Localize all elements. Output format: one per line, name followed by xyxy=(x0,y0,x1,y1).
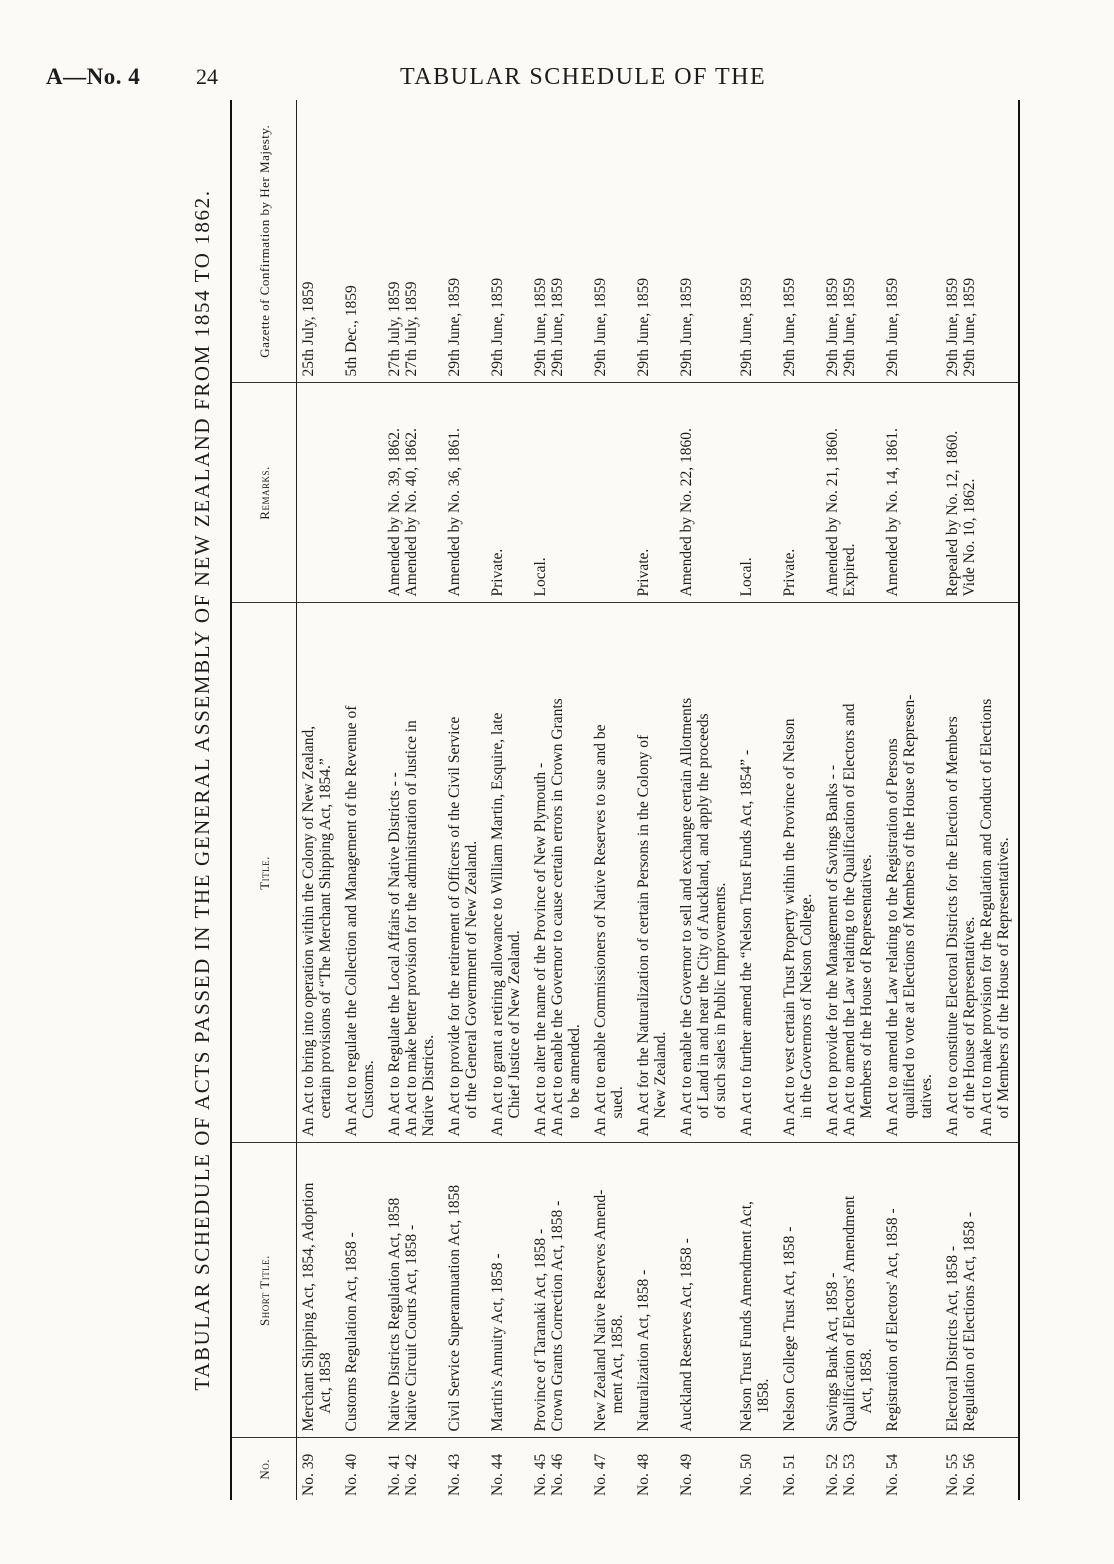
cell-line: Repealed by No. 12, 1860. xyxy=(944,430,961,597)
cell-line: An Act to amend the Law relating to the Qualification of Electors and xyxy=(841,703,858,1137)
cell-gazette xyxy=(297,100,341,383)
table-row xyxy=(675,100,735,1500)
cell-line: 29th June, 1859 xyxy=(678,277,695,377)
cell-line: Local. xyxy=(532,557,549,597)
cell-line: An Act to make better provision for the administration of Justice in xyxy=(403,720,420,1137)
cell-line: Crown Grants Correction Act, 1858 - xyxy=(549,1200,566,1432)
cell-line: Act, 1858 xyxy=(317,1352,334,1414)
cell-line: Local. xyxy=(738,557,755,597)
cell-line: Amended by No. 39, 1862. xyxy=(386,428,403,597)
table-row xyxy=(297,100,341,1500)
table-row xyxy=(735,100,778,1500)
cell-no xyxy=(632,1438,675,1500)
cell-line: Chief Justice of New Zealand. xyxy=(506,930,523,1119)
cell-line: Electoral Districts Act, 1858 - xyxy=(944,1245,961,1432)
cell-line: Amended by No. 22, 1860. xyxy=(678,428,695,597)
schedule-title: TABULAR SCHEDULE OF ACTS PASSED IN THE GENERAL ASSEMBLY OF NEW ZEALAND FROM 1854 TO 1862. xyxy=(190,189,214,1391)
series-number: A—No. 4 xyxy=(46,64,141,89)
cell-line: An Act to regulate the Collection and Management of the Revenue of xyxy=(343,705,360,1137)
cell-line: 29th June, 1859 xyxy=(592,277,609,377)
rotated-schedule xyxy=(190,100,1012,1500)
col-header-no: No. xyxy=(231,1438,297,1500)
cell-line: of Land in and near the City of Auckland, and apply the proceeds xyxy=(695,713,712,1119)
col-header-short-title: Short Title. xyxy=(231,1143,297,1438)
cell-line: Private. xyxy=(489,548,506,597)
cell-line: Merchant Shipping Act, 1854, Adoption xyxy=(300,1182,317,1432)
cell-no xyxy=(383,1438,443,1500)
cell-line: Native Districts Regulation Act, 1858 xyxy=(386,1197,403,1432)
cell-line: Regulation of Elections Act, 1858 - xyxy=(961,1211,978,1432)
table-row xyxy=(443,100,486,1500)
cell-line: Martin's Annuity Act, 1858 - xyxy=(489,1253,506,1432)
cell-gazette xyxy=(589,100,632,383)
cell-line: of Members of the House of Representatives. xyxy=(995,837,1012,1119)
cell-title xyxy=(632,603,675,1143)
cell-no xyxy=(443,1438,486,1500)
cell-gazette xyxy=(675,100,735,383)
cell-remarks xyxy=(340,383,383,603)
cell-no xyxy=(675,1438,735,1500)
cell-line: No. 50 xyxy=(738,1453,755,1496)
cell-short-title xyxy=(675,1143,735,1438)
table-header-row xyxy=(231,100,297,1500)
cell-gazette xyxy=(941,100,1019,383)
cell-line: tatives. xyxy=(918,1074,935,1119)
table-row xyxy=(340,100,383,1500)
cell-remarks xyxy=(778,383,821,603)
cell-gazette xyxy=(821,100,881,383)
cell-line: Customs Regulation Act, 1858 - xyxy=(343,1232,360,1432)
cell-line: An Act to enable the Governor to sell and exchange certain Allotments xyxy=(678,697,695,1137)
cell-line: An Act to amend the Law relating to the Registration of Persons xyxy=(884,738,901,1137)
table-row xyxy=(941,100,1019,1500)
cell-line: Qualification of Electors' Amendment xyxy=(841,1195,858,1432)
cell-line: An Act to make provision for the Regulation and Conduct of Elections xyxy=(978,698,995,1137)
cell-remarks xyxy=(735,383,778,603)
cell-line: An Act to bring into operation within the Colony of New Zealand, xyxy=(300,725,317,1137)
cell-line: Expired. xyxy=(841,543,858,597)
cell-line: Nelson College Trust Act, 1858 - xyxy=(781,1226,798,1432)
cell-title xyxy=(735,603,778,1143)
cell-no xyxy=(778,1438,821,1500)
cell-gazette xyxy=(632,100,675,383)
cell-line: No. 40 xyxy=(343,1453,360,1496)
cell-line: Nelson Trust Funds Amendment Act, xyxy=(738,1201,755,1432)
cell-remarks xyxy=(821,383,881,603)
cell-line: An Act to further amend the “Nelson Trust Funds Act, 1854” - xyxy=(738,749,755,1137)
cell-line: Province of Taranaki Act, 1858 - xyxy=(532,1228,549,1432)
cell-no xyxy=(340,1438,383,1500)
cell-no xyxy=(297,1438,341,1500)
running-title: TABULAR SCHEDULE OF THE xyxy=(400,64,767,90)
cell-remarks xyxy=(486,383,529,603)
cell-line: Customs. xyxy=(360,1060,377,1119)
cell-line: 5th Dec., 1859 xyxy=(343,285,360,377)
cell-line: Registration of Electors' Act, 1858 - xyxy=(884,1208,901,1432)
cell-line: An Act to enable the Governor to cause certain errors in Crown Grants xyxy=(549,698,566,1137)
cell-gazette xyxy=(340,100,383,383)
cell-title xyxy=(297,603,341,1143)
cell-title xyxy=(486,603,529,1143)
cell-line: Amended by No. 40, 1862. xyxy=(403,428,420,597)
table-row xyxy=(486,100,529,1500)
cell-line: in the Governors of Nelson College. xyxy=(798,893,815,1119)
cell-remarks xyxy=(383,383,443,603)
cell-line: No. 45 xyxy=(532,1453,549,1496)
cell-line: No. 54 xyxy=(884,1453,901,1496)
cell-line: No. 51 xyxy=(781,1453,798,1496)
cell-line: An Act to enable Commissioners of Native Reserves to sue and be xyxy=(592,724,609,1137)
cell-line: 29th June, 1859 xyxy=(549,277,566,377)
cell-short-title xyxy=(443,1143,486,1438)
cell-line: An Act for the Naturalization of certain Persons in the Colony of xyxy=(635,734,652,1137)
cell-short-title xyxy=(383,1143,443,1438)
cell-line: No. 55 xyxy=(944,1453,961,1496)
cell-line: 29th June, 1859 xyxy=(781,277,798,377)
cell-short-title xyxy=(589,1143,632,1438)
cell-line: Amended by No. 14, 1861. xyxy=(884,428,901,597)
cell-line: No. 43 xyxy=(446,1453,463,1496)
table-row xyxy=(821,100,881,1500)
cell-line: Naturalization Act, 1858 - xyxy=(635,1269,652,1432)
cell-line: No. 39 xyxy=(300,1453,317,1496)
cell-short-title xyxy=(881,1143,941,1438)
cell-line: No. 48 xyxy=(635,1453,652,1496)
cell-line: 29th June, 1859 xyxy=(532,277,549,377)
table-row xyxy=(632,100,675,1500)
table-body xyxy=(297,100,1020,1500)
cell-line: No. 53 xyxy=(841,1453,858,1496)
cell-line: Amended by No. 21, 1860. xyxy=(824,428,841,597)
cell-line: 29th June, 1859 xyxy=(738,277,755,377)
cell-title xyxy=(821,603,881,1143)
table-row xyxy=(589,100,632,1500)
cell-line: An Act to provide for the Management of Savings Banks - - xyxy=(824,765,841,1137)
cell-title xyxy=(778,603,821,1143)
col-header-remarks: Remarks. xyxy=(231,383,297,603)
cell-no xyxy=(821,1438,881,1500)
cell-line: certain provisions of “The Merchant Shipping Act, 1854.” xyxy=(317,758,334,1119)
cell-line: No. 52 xyxy=(824,1453,841,1496)
cell-line: 29th June, 1859 xyxy=(635,277,652,377)
cell-line: of the General Government of New Zealand. xyxy=(463,840,480,1119)
cell-remarks xyxy=(529,383,589,603)
cell-line: 29th June, 1859 xyxy=(446,277,463,377)
cell-line: 1858. xyxy=(755,1378,772,1414)
cell-no xyxy=(881,1438,941,1500)
cell-line: No. 47 xyxy=(592,1453,609,1496)
cell-title xyxy=(675,603,735,1143)
cell-remarks xyxy=(941,383,1019,603)
cell-short-title xyxy=(735,1143,778,1438)
cell-line: Members of the House of Representatives. xyxy=(858,854,875,1119)
cell-line: Auckland Reserves Act, 1858 - xyxy=(678,1238,695,1432)
cell-line: 29th June, 1859 xyxy=(841,277,858,377)
cell-short-title xyxy=(941,1143,1019,1438)
cell-short-title xyxy=(821,1143,881,1438)
cell-line: Private. xyxy=(781,548,798,597)
cell-line: New Zealand. xyxy=(652,1031,669,1119)
cell-line: of such sales in Public Improvements. xyxy=(712,882,729,1119)
cell-no xyxy=(941,1438,1019,1500)
cell-gazette xyxy=(443,100,486,383)
cell-line: No. 49 xyxy=(678,1453,695,1496)
table-row xyxy=(778,100,821,1500)
cell-line: of the House of Representatives. xyxy=(961,916,978,1119)
cell-line: An Act to alter the name of the Province of New Plymouth - xyxy=(532,762,549,1137)
cell-remarks xyxy=(675,383,735,603)
cell-line: Civil Service Superannuation Act, 1858 xyxy=(446,1184,463,1432)
cell-line: An Act to vest certain Trust Property within the Province of Nelson xyxy=(781,718,798,1137)
cell-short-title xyxy=(778,1143,821,1438)
cell-remarks xyxy=(443,383,486,603)
cell-line: 27th July, 1859 xyxy=(403,281,420,377)
cell-no xyxy=(529,1438,589,1500)
cell-remarks xyxy=(297,383,341,603)
cell-line: No. 41 xyxy=(386,1453,403,1496)
cell-line: 29th June, 1859 xyxy=(944,277,961,377)
cell-short-title xyxy=(632,1143,675,1438)
table-row xyxy=(881,100,941,1500)
cell-line: 29th June, 1859 xyxy=(824,277,841,377)
cell-short-title xyxy=(486,1143,529,1438)
cell-gazette xyxy=(383,100,443,383)
cell-line: qualified to vote at Elections of Members of the House of Represen- xyxy=(901,694,918,1119)
cell-line: New Zealand Native Reserves Amend- xyxy=(592,1189,609,1432)
cell-title xyxy=(383,603,443,1143)
cell-line: Act, 1858. xyxy=(858,1348,875,1414)
cell-line: No. 46 xyxy=(549,1453,566,1496)
page-number: 24 xyxy=(196,64,218,89)
cell-line: No. 42 xyxy=(403,1453,420,1496)
table-row xyxy=(529,100,589,1500)
cell-title xyxy=(340,603,383,1143)
cell-gazette xyxy=(735,100,778,383)
cell-line: An Act to provide for the retirement of Officers of the Civil Service xyxy=(446,716,463,1137)
cell-gazette xyxy=(529,100,589,383)
cell-title xyxy=(941,603,1019,1143)
acts-table xyxy=(230,100,1020,1500)
cell-line: Vide No. 10, 1862. xyxy=(961,478,978,597)
cell-line: ment Act, 1858. xyxy=(609,1314,626,1414)
cell-line: 27th July, 1859 xyxy=(386,281,403,377)
cell-short-title xyxy=(340,1143,383,1438)
cell-line: No. 56 xyxy=(961,1453,978,1496)
cell-no xyxy=(486,1438,529,1500)
cell-line: No. 44 xyxy=(489,1453,506,1496)
cell-no xyxy=(589,1438,632,1500)
cell-line: to be amended. xyxy=(566,1024,583,1119)
cell-short-title xyxy=(529,1143,589,1438)
cell-line: An Act to Regulate the Local Affairs of Native Districts - - xyxy=(386,772,403,1137)
cell-line: sued. xyxy=(609,1086,626,1119)
cell-gazette xyxy=(778,100,821,383)
cell-line: Amended by No. 36, 1861. xyxy=(446,428,463,597)
table-row xyxy=(383,100,443,1500)
cell-remarks xyxy=(881,383,941,603)
cell-remarks xyxy=(632,383,675,603)
cell-line: An Act to constitute Electoral Districts for the Election of Members xyxy=(944,716,961,1137)
cell-line: An Act to grant a retiring allowance to William Martin, Esquire, late xyxy=(489,712,506,1137)
col-header-title: Title. xyxy=(231,603,297,1143)
cell-remarks xyxy=(589,383,632,603)
cell-line: Native Districts. xyxy=(420,1034,437,1137)
cell-title xyxy=(589,603,632,1143)
cell-line: 29th June, 1859 xyxy=(884,277,901,377)
cell-line: 29th June, 1859 xyxy=(489,277,506,377)
cell-line: 29th June, 1859 xyxy=(961,277,978,377)
cell-line: Private. xyxy=(635,548,652,597)
cell-gazette xyxy=(881,100,941,383)
cell-line: 25th July, 1859 xyxy=(300,281,317,377)
cell-line: Savings Bank Act, 1858 - xyxy=(824,1272,841,1432)
cell-gazette xyxy=(486,100,529,383)
col-header-gazette: Gazette of Confirmation by Her Majesty. xyxy=(231,100,297,383)
cell-title xyxy=(881,603,941,1143)
cell-line: Native Circuit Courts Act, 1858 - xyxy=(403,1224,420,1432)
cell-short-title xyxy=(297,1143,341,1438)
page-header xyxy=(0,64,1114,104)
cell-title xyxy=(529,603,589,1143)
cell-title xyxy=(443,603,486,1143)
cell-no xyxy=(735,1438,778,1500)
